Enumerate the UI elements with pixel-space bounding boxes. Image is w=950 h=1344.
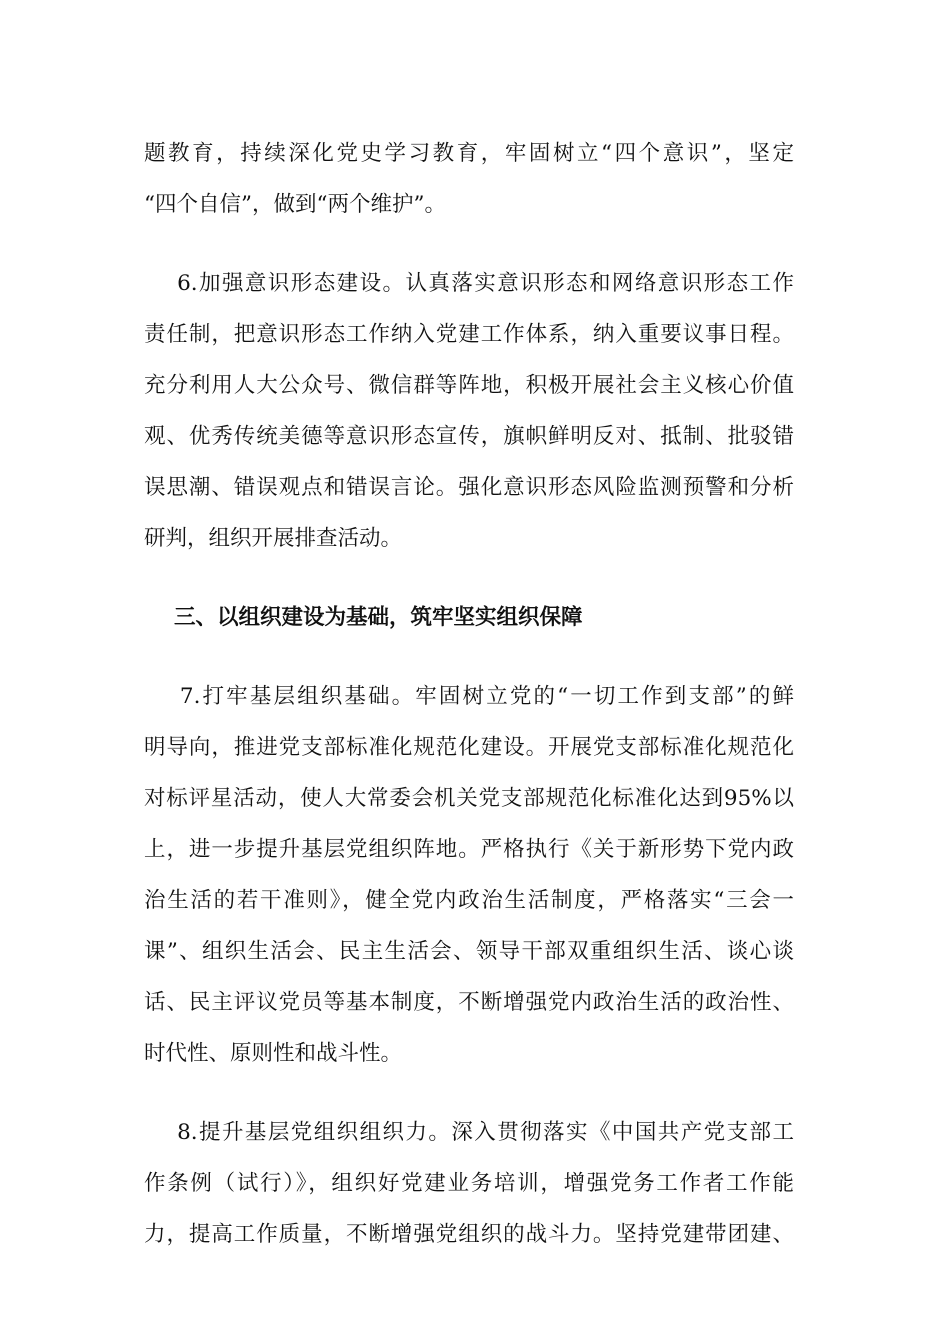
text-line: 8.提升基层党组织组织力。深入贯彻落实《中国共产党支部工 (144, 1120, 794, 1145)
text-line: 作条例（试行）》，组织好党建业务培训，增强党务工作者工作能 (144, 1171, 794, 1196)
text-line: 观、优秀传统美德等意识形态宣传，旗帜鲜明反对、抵制、批驳错 (144, 424, 794, 449)
section-heading-3 (144, 592, 794, 643)
text-line: 对标评星活动，使人大常委会机关党支部规范化标准化达到95%以 (144, 786, 794, 811)
text-line: 充分利用人大公众号、微信群等阵地，积极开展社会主义核心价值 (144, 373, 794, 398)
text-line: 6.加强意识形态建设。认真落实意识形态和网络意识形态工作 (144, 271, 794, 296)
text-line: 题教育，持续深化党史学习教育，牢固树立“四个意识”，坚定 (144, 141, 794, 166)
text-line: 时代性、原则性和战斗性。 (144, 1041, 403, 1066)
paragraph-item-7 (144, 671, 794, 1079)
text-line: 7.打牢基层组织基础。牢固树立党的“一切工作到支部”的鲜 (144, 684, 794, 709)
text-line: 课”、组织生活会、民主生活会、领导干部双重组织生活、谈心谈 (144, 939, 794, 964)
text-line: 研判，组织开展排查活动。 (144, 526, 403, 551)
text-line: 治生活的若干准则》，健全党内政治生活制度，严格落实“三会一 (144, 888, 794, 913)
paragraph-continuation (144, 128, 794, 230)
paragraph-item-8 (144, 1107, 794, 1260)
text-line: 力，提高工作质量，不断增强党组织的战斗力。坚持党建带团建、 (144, 1222, 794, 1247)
document-body (144, 128, 794, 1260)
text-line: “四个自信”，做到“两个维护”。 (144, 192, 446, 217)
text-line: 责任制，把意识形态工作纳入党建工作体系，纳入重要议事日程。 (144, 322, 794, 347)
section-heading: 三、以组织建设为基础，筑牢坚实组织保障 (144, 605, 583, 630)
text-line: 话、民主评议党员等基本制度，不断增强党内政治生活的政治性、 (144, 990, 794, 1015)
text-line: 明导向，推进党支部标准化规范化建设。开展党支部标准化规范化 (144, 735, 794, 760)
text-line: 误思潮、错误观点和错误言论。强化意识形态风险监测预警和分析 (144, 475, 794, 500)
paragraph-item-6 (144, 258, 794, 564)
text-line: 上，进一步提升基层党组织阵地。严格执行《关于新形势下党内政 (144, 837, 794, 862)
